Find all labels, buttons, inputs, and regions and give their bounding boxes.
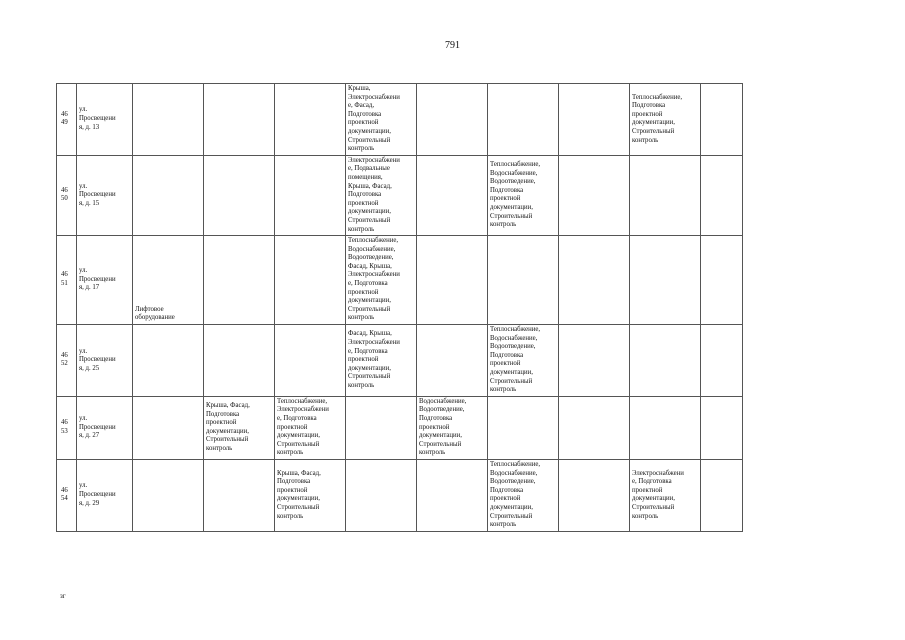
address-cell: ул. Просвещени я, д. 29	[77, 459, 133, 531]
table-cell: Теплоснабжение, Подготовка проектной документации, Строительный контроль	[630, 84, 701, 156]
table-cell	[630, 236, 701, 325]
table-cell	[417, 155, 488, 235]
table-cell	[417, 325, 488, 397]
table-cell	[701, 155, 743, 235]
row-number: 46 51	[57, 236, 77, 325]
table-cell	[630, 396, 701, 459]
table-cell: Теплоснабжение, Водоснабжение, Водоотведение, Подготовка проектной документации, Строительный контроль	[488, 155, 559, 235]
table-row	[57, 236, 743, 325]
table-cell	[488, 84, 559, 156]
address-cell: ул. Просвещени я, д. 13	[77, 84, 133, 156]
table-cell	[417, 236, 488, 325]
table-row	[57, 84, 743, 156]
table-row	[57, 396, 743, 459]
table-cell	[559, 459, 630, 531]
address-cell: ул. Просвещени я, д. 17	[77, 236, 133, 325]
row-number: 46 50	[57, 155, 77, 235]
table-cell	[346, 459, 417, 531]
footer-mark: зг	[60, 592, 66, 600]
table-cell	[275, 236, 346, 325]
table-cell	[133, 396, 204, 459]
row-number: 46 54	[57, 459, 77, 531]
table-cell	[133, 325, 204, 397]
table-cell	[204, 236, 275, 325]
table-cell	[204, 84, 275, 156]
table-cell	[417, 84, 488, 156]
table-cell	[488, 396, 559, 459]
table-cell	[701, 325, 743, 397]
table-row	[57, 459, 743, 531]
table-cell	[417, 459, 488, 531]
table-row	[57, 325, 743, 397]
table-cell: Теплоснабжение, Электроснабжени е, Подготовка проектной документации, Строительный контроль	[275, 396, 346, 459]
table-cell	[701, 459, 743, 531]
works-table	[56, 83, 743, 532]
table-cell	[630, 325, 701, 397]
table-cell	[204, 155, 275, 235]
table-cell	[204, 459, 275, 531]
table-cell	[275, 84, 346, 156]
table-cell	[559, 325, 630, 397]
table-cell: Теплоснабжение, Водоснабжение, Водоотведение, Подготовка проектной документации, Строительный контроль	[488, 325, 559, 397]
table-cell: Электроснабжени е, Подвальные помещения, Крыша, Фасад, Подготовка проектной документации, Строительный контроль	[346, 155, 417, 235]
table-cell	[133, 84, 204, 156]
table-cell	[559, 236, 630, 325]
table-cell	[701, 84, 743, 156]
table-cell: Лифтовое оборудование	[133, 236, 204, 325]
table-cell: Электроснабжени е, Подготовка проектной документации, Строительный контроль	[630, 459, 701, 531]
address-cell: ул. Просвещени я, д. 27	[77, 396, 133, 459]
table-cell	[275, 155, 346, 235]
table-cell	[701, 236, 743, 325]
page-number: 791	[445, 40, 460, 51]
table-cell: Теплоснабжение, Водоснабжение, Водоотведение, Подготовка проектной документации, Строительный контроль	[488, 459, 559, 531]
table-cell	[133, 459, 204, 531]
table-cell	[133, 155, 204, 235]
table-cell	[346, 396, 417, 459]
row-number: 46 52	[57, 325, 77, 397]
row-number: 46 49	[57, 84, 77, 156]
table-cell: Крыша, Фасад, Подготовка проектной документации, Строительный контроль	[275, 459, 346, 531]
row-number: 46 53	[57, 396, 77, 459]
table-cell	[559, 396, 630, 459]
table-row	[57, 155, 743, 235]
table-cell: Теплоснабжение, Водоснабжение, Водоотведение, Фасад, Крыша, Электроснабжени е, Подготовка проектной документации, Строительный контроль	[346, 236, 417, 325]
table-cell	[204, 325, 275, 397]
address-cell: ул. Просвещени я, д. 25	[77, 325, 133, 397]
table-cell: Крыша, Электроснабжени е, Фасад, Подготовка проектной документации, Строительный контроль	[346, 84, 417, 156]
table-cell	[275, 325, 346, 397]
table-cell	[701, 396, 743, 459]
address-cell: ул. Просвещени я, д. 15	[77, 155, 133, 235]
table-cell	[488, 236, 559, 325]
table-cell: Водоснабжение, Водоотведение, Подготовка проектной документации, Строительный контроль	[417, 396, 488, 459]
table-cell	[630, 155, 701, 235]
table-cell: Крыша, Фасад, Подготовка проектной документации, Строительный контроль	[204, 396, 275, 459]
table-cell	[559, 155, 630, 235]
table-cell: Фасад, Крыша, Электроснабжени е, Подготовка проектной документации, Строительный контроль	[346, 325, 417, 397]
table-cell	[559, 84, 630, 156]
